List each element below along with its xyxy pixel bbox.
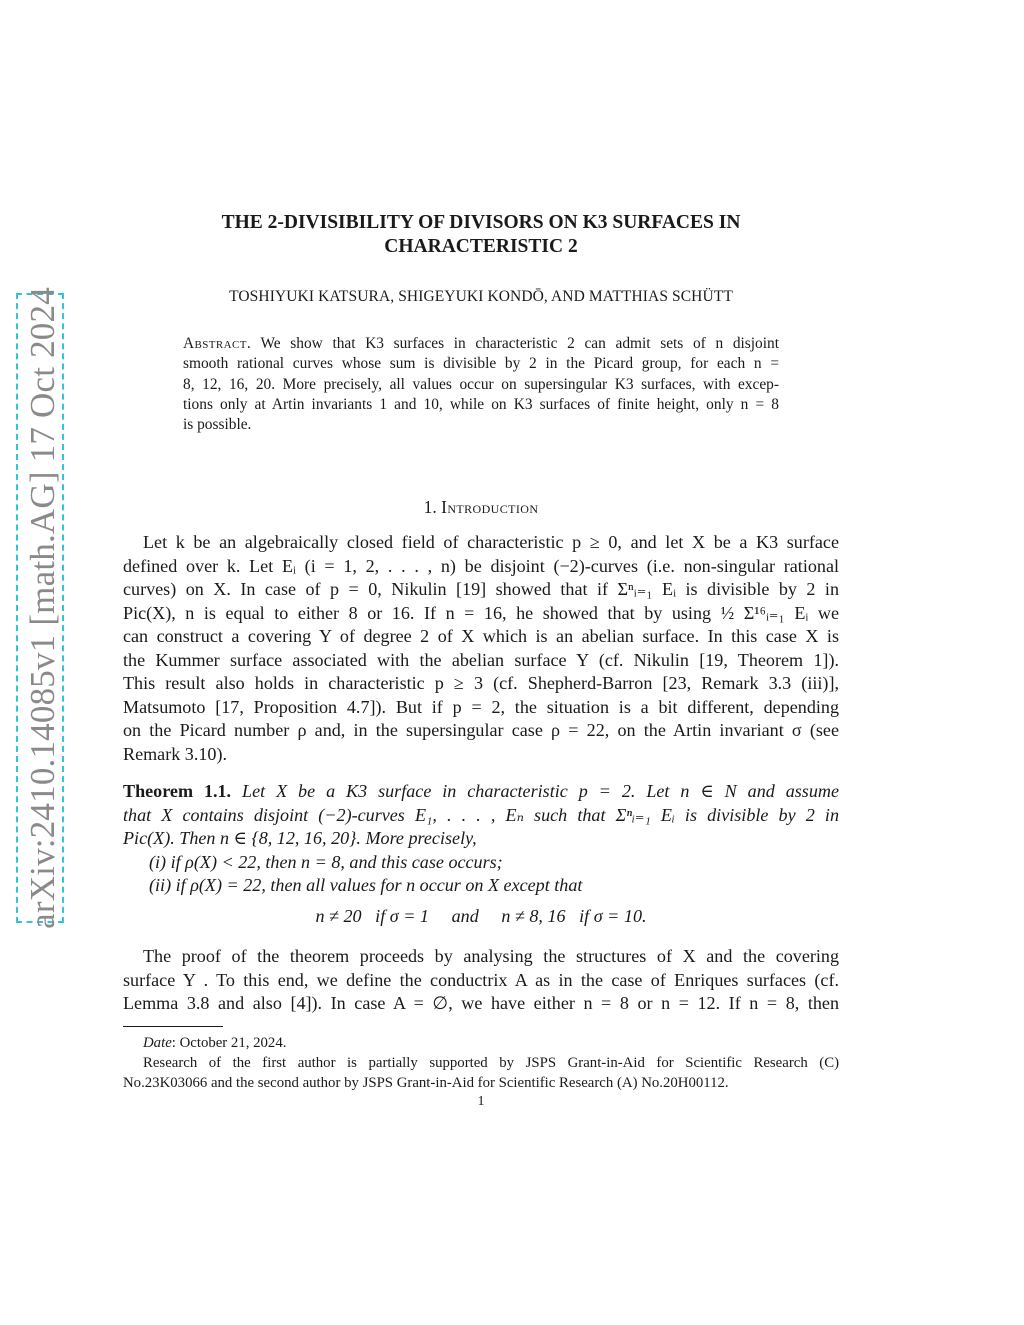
body-line: Let k be an algebraically closed field of characteristic p ≥ 0, and let X be a K3 surface [143, 532, 839, 552]
section-number: 1. [423, 497, 437, 517]
theorem-text: Let X be a K3 surface in characteristic p = 2. Let n ∈ N and assume [242, 781, 839, 801]
body-line: the Kummer surface associated with the abelian surface Y (cf. Nikulin [19, Theorem 1]). [123, 649, 839, 670]
body-line: Pic(X), n is equal to either 8 or 16. If n = 16, he showed that by using ½ Σ¹⁶ᵢ₌₁ Eᵢ we [123, 602, 839, 623]
footnote-rule [123, 1026, 223, 1027]
theorem-line: that X contains disjoint (−2)-curves E₁, . . . , Eₙ such that Σⁿᵢ₌₁ Eᵢ is divisible by 2 in [123, 804, 839, 825]
title-line: THE 2-DIVISIBILITY OF DIVISORS ON K3 SURFACES IN [221, 212, 741, 233]
theorem-line: Pic(X). Then n ∈ {8, 12, 16, 20}. More precisely, [123, 828, 477, 848]
abstract-line: 8, 12, 16, 20. More precisely, all values occur on supersingular K3 surfaces, with excep- [183, 375, 779, 393]
abstract [183, 334, 779, 435]
date-value: : October 21, 2024. [171, 1035, 287, 1051]
section-heading [123, 497, 839, 518]
proof-paragraph [123, 945, 839, 1016]
abstract-line: is possible. [183, 416, 252, 434]
theorem-item-i: (i) if ρ(X) < 22, then n = 8, and this case occurs; [149, 851, 503, 872]
section-title: Introduction [441, 497, 539, 517]
footnote-date [123, 1033, 839, 1053]
abstract-line-1 [183, 334, 779, 354]
body-line: defined over k. Let Eᵢ (i = 1, 2, . . . , n) be disjoint (−2)-curves (i.e. non-singular rational [123, 555, 839, 576]
body-line: Remark 3.10). [123, 743, 228, 764]
abstract-label: Abstract. [183, 335, 252, 352]
theorem-item-ii: (ii) if ρ(X) = 22, then all values for n occur on X except that [149, 875, 583, 895]
body-line: Matsumoto [17, Proposition 4.7]). But if p = 2, the situation is a bit different, depending [123, 696, 839, 717]
body-line: curves) on X. In case of p = 0, Nikulin [19] showed that if Σⁿᵢ₌₁ Eᵢ is divisible by 2 in [123, 579, 839, 599]
body-line: on the Picard number ρ and, in the supersingular case ρ = 22, on the Artin invariant σ (see [123, 720, 839, 740]
body-line: can construct a covering Y of degree 2 of X which is an abelian surface. In this case X is [123, 626, 839, 646]
body-line: Lemma 3.8 and also [4]). In case A = ∅, we have either n = 8 or n = 12. If n = 8, then [123, 993, 839, 1013]
theorem-line-1 [123, 780, 839, 804]
authors: TOSHIYUKI KATSURA, SHIGEYUKI KONDŌ, AND MATTHIAS SCHÜTT [229, 288, 733, 305]
body-line: This result also holds in characteristic p ≥ 3 (cf. Shepherd-Barron [23, Remark 3.3 (iii)], [123, 673, 839, 693]
theorem-label: Theorem 1.1. [123, 781, 232, 801]
page-number: 1 [477, 1094, 485, 1109]
arxiv-stamp[interactable]: arXiv:2410.14085v1 [math.AG] 17 Oct 2024 [23, 287, 62, 929]
title-line: CHARACTERISTIC 2 [384, 236, 578, 257]
paper-title [123, 211, 839, 259]
footnote-line: No.23K03066 and the second author by JSPS Grant-in-Aid for Scientific Research (A) No.20H00112. [123, 1075, 729, 1091]
theorem-block [123, 780, 839, 928]
abstract-line: tions only at Artin invariants 1 and 10, while on K3 surfaces of finite height, only n = 8 [183, 395, 779, 413]
footnote [123, 1033, 839, 1093]
theorem-display-equation: n ≠ 20 if σ = 1 and n ≠ 8, 16 if σ = 10. [315, 905, 647, 926]
introduction-paragraph [123, 531, 839, 766]
abstract-line: smooth rational curves whose sum is divisible by 2 in the Picard group, for each n = [183, 355, 779, 373]
abstract-text: We show that K3 surfaces in characteristic 2 can admit sets of n disjoint [260, 335, 780, 352]
body-line: The proof of the theorem proceeds by analysing the structures of X and the covering [143, 946, 839, 966]
footnote-line: Research of the first author is partially supported by JSPS Grant-in-Aid for Scientific Research (C) [143, 1055, 839, 1071]
date-label: Date [143, 1035, 172, 1051]
body-line: surface Y . To this end, we define the conductrix A as in the case of Enriques surfaces (cf. [123, 969, 839, 990]
